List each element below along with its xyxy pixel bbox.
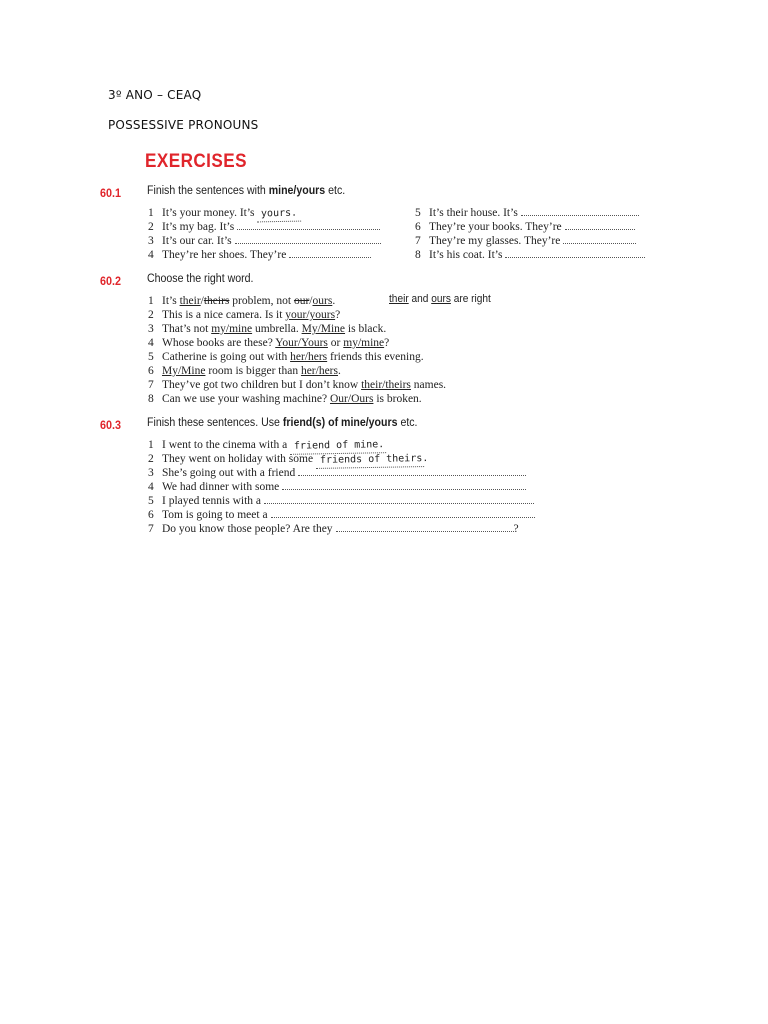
sec2-item-5: 5 Catherine is going out with her/hers friends this evening.: [148, 351, 424, 363]
sec2-item-1: 1 It’s their/theirs problem, not our/ours.: [148, 295, 336, 307]
section-number-1: 60.1: [100, 186, 122, 200]
sec1-item-5: 5 It’s their house. It’s: [415, 206, 639, 220]
answer-blank[interactable]: [521, 214, 639, 216]
sec1-item-6: 6 They’re your books. They’re: [415, 220, 635, 234]
section-instruction-3: Finish these sentences. Use friend(s) of mine/yours etc.: [147, 417, 418, 429]
section-number-3: 60.3: [100, 418, 122, 432]
class-label: 3º ANO – CEAQ: [108, 88, 202, 102]
sec1-item-8: 8 It’s his coat. It’s: [415, 248, 645, 262]
sec3-item-2: 2 They went on holiday with some friends of theirs.: [148, 452, 424, 468]
sec3-item-7: 7 Do you know those people? Are they ?: [148, 523, 519, 535]
answer-blank[interactable]: [298, 474, 526, 476]
answer-handwritten: friend of mine.: [290, 438, 386, 455]
page-title: POSSESSIVE PRONOUNS: [108, 118, 259, 132]
sec1-item-2: 2 It’s my bag. It’s: [148, 220, 380, 234]
sec3-item-5: 5 I played tennis with a: [148, 494, 534, 508]
sec2-item-7: 7 They’ve got two children but I don’t know their/theirs names.: [148, 379, 447, 391]
sec2-item-6: 6 My/Mine room is bigger than her/hers.: [148, 365, 341, 377]
section-instruction-1: Finish the sentences with mine/yours etc.: [147, 185, 346, 197]
answer-blank[interactable]: [271, 516, 535, 518]
answer-blank[interactable]: [336, 530, 514, 532]
section-number-2: 60.2: [100, 274, 122, 288]
sec2-item-3: 3 That’s not my/mine umbrella. My/Mine is black.: [148, 323, 387, 335]
sec1-item-3: 3 It’s our car. It’s: [148, 234, 381, 248]
sec3-item-4: 4 We had dinner with some: [148, 480, 526, 494]
sec2-item-4: 4 Whose books are these? Your/Yours or my/mine?: [148, 337, 390, 349]
sec2-item-2: 2 This is a nice camera. Is it your/yours?: [148, 309, 341, 321]
answer-blank[interactable]: [505, 256, 645, 258]
section-instruction-2: Choose the right word.: [147, 273, 254, 285]
exercises-heading: EXERCISES: [145, 151, 247, 172]
answer-blank[interactable]: [237, 228, 380, 230]
answer-handwritten: yours.: [257, 207, 301, 223]
answer-blank[interactable]: [282, 488, 526, 490]
sec3-item-6: 6 Tom is going to meet a: [148, 508, 535, 522]
example-note: their and ours are right: [389, 293, 491, 305]
sec1-item-7: 7 They’re my glasses. They’re: [415, 234, 636, 248]
answer-blank[interactable]: [565, 228, 635, 230]
answer-blank[interactable]: [235, 242, 381, 244]
answer-handwritten: friends of theirs.: [316, 452, 424, 469]
sec1-item-4: 4 They’re her shoes. They’re: [148, 248, 371, 262]
answer-blank[interactable]: [289, 256, 371, 258]
sec3-item-1: 1 I went to the cinema with a friend of mine.: [148, 438, 386, 454]
sec2-item-8: 8 Can we use your washing machine? Our/Ours is broken.: [148, 393, 422, 405]
answer-blank[interactable]: [563, 242, 636, 244]
sec1-item-1: 1 It’s your money. It’s yours.: [148, 206, 301, 222]
answer-blank[interactable]: [264, 502, 534, 504]
sec3-item-3: 3 She’s going out with a friend: [148, 466, 526, 480]
